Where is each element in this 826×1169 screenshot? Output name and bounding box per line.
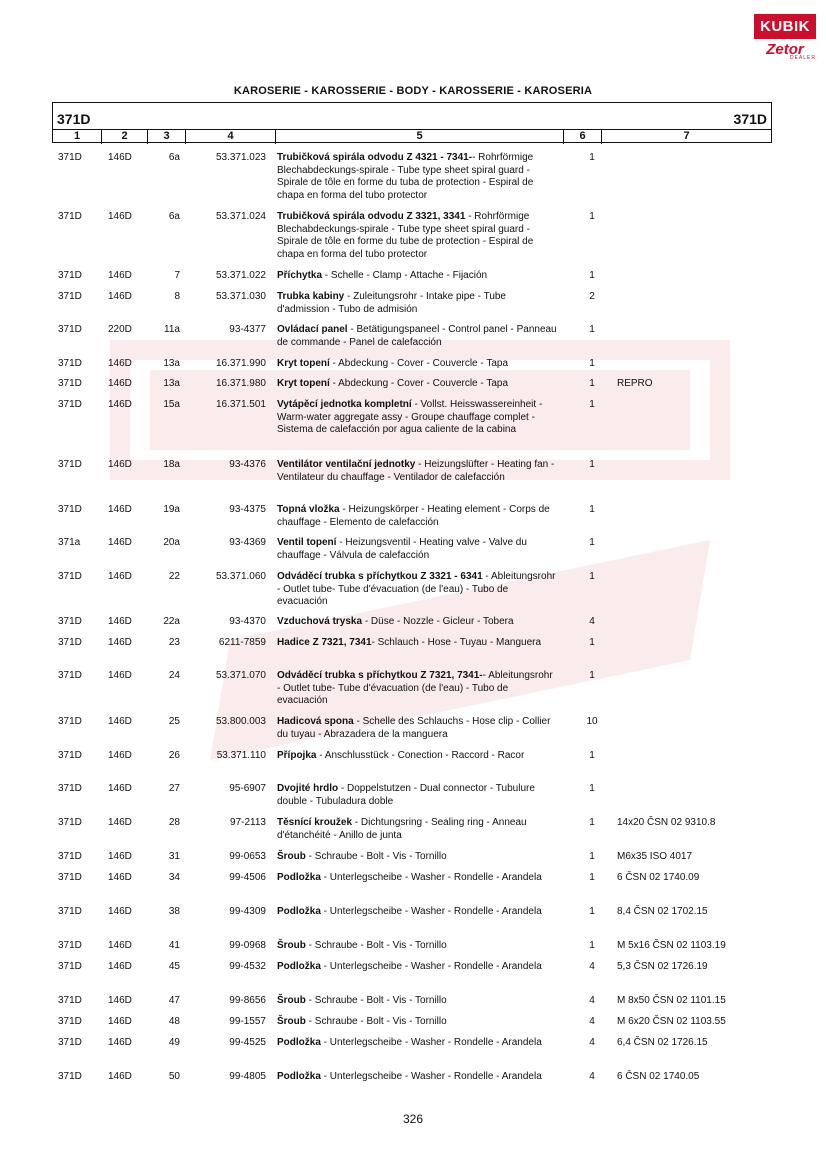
cell-description [277,716,557,741]
cell-quantity: 1 [589,504,595,515]
part-name: Trubka kabiny [277,291,345,302]
cell-subgroup: 146D [108,750,132,761]
cell-subgroup: 146D [108,211,132,222]
part-translations: - Heizungslüfter - Heating fan - Ventilateur du chauffage - Ventilador de calefacción [277,459,555,483]
cell-group: 371D [58,940,82,951]
cell-description [277,324,557,349]
cell-subgroup: 146D [108,399,132,410]
cell-position: 26 [168,750,180,761]
cell-description [277,1037,557,1050]
cell-group: 371D [58,716,82,727]
cell-subgroup: 146D [108,906,132,917]
cell-group: 371D [58,961,82,972]
cell-part-number: 99-4506 [229,872,266,883]
cell-position: 6a [168,152,180,163]
cell-position: 8 [174,291,180,302]
cell-quantity: 1 [589,851,595,862]
part-translations: - Unterlegscheibe - Washer - Rondelle - Arandela [320,1071,542,1082]
cell-part-number: 53.371.023 [215,152,266,163]
cell-description [277,961,557,974]
section-title: KAROSERIE - KAROSSERIE - BODY - KAROSSERIE - KAROSERIA [233,85,593,97]
page-number: 326 [402,1112,424,1126]
cell-quantity: 1 [589,571,595,582]
part-name: Ventil topení [277,537,337,548]
cell-note: 6,4 ČSN 02 1726.15 [617,1037,708,1048]
cell-description [277,571,557,609]
cell-description [277,152,557,202]
cell-description [277,851,557,864]
cell-subgroup: 146D [108,961,132,972]
cell-subgroup: 146D [108,817,132,828]
cell-description [277,378,557,391]
cell-quantity: 1 [589,211,595,222]
zetor-logo-text: Zetor [766,41,804,58]
cell-quantity: 1 [589,750,595,761]
cell-subgroup: 146D [108,291,132,302]
cell-position: 49 [168,1037,180,1048]
cell-description [277,995,557,1008]
cell-group: 371D [58,995,82,1006]
cell-position: 22a [163,616,180,627]
cell-quantity: 1 [589,378,595,389]
part-name: Přípojka [277,750,317,761]
part-name: Šroub [277,940,306,951]
cell-quantity: 1 [589,459,595,470]
cell-part-number: 99-8656 [229,995,266,1006]
cell-quantity: 1 [589,940,595,951]
cell-part-number: 16.371.980 [215,378,266,389]
part-name: Podložka [277,906,321,917]
cell-position: 13a [163,378,180,389]
part-name: Šroub [277,1016,306,1027]
cell-position: 19a [163,504,180,515]
cell-subgroup: 146D [108,716,132,727]
cell-group: 371D [58,358,82,369]
cell-position: 24 [168,670,180,681]
cell-subgroup: 146D [108,378,132,389]
cell-part-number: 93-4369 [229,537,266,548]
cell-part-number: 53.371.070 [215,670,266,681]
kubik-zetor-logo [754,14,816,66]
cell-subgroup: 146D [108,670,132,681]
cell-group: 371D [58,571,82,582]
cell-part-number: 93-4375 [229,504,266,515]
cell-group: 371D [58,504,82,515]
cell-part-number: 99-0653 [229,851,266,862]
cell-quantity: 1 [589,906,595,917]
cell-quantity: 1 [589,817,595,828]
cell-note: M 5x16 ČSN 02 1103.19 [617,940,726,951]
cell-subgroup: 146D [108,616,132,627]
part-translations: - Unterlegscheibe - Washer - Rondelle - Arandela [320,906,542,917]
cell-description [277,1016,557,1029]
cell-position: 38 [168,906,180,917]
cell-position: 7 [174,270,180,281]
cell-position: 27 [168,783,180,794]
cell-note: M 6x20 ČSN 02 1103.55 [617,1016,726,1027]
cell-group: 371D [58,211,82,222]
cell-group: 371D [58,783,82,794]
cell-quantity: 1 [589,637,595,648]
cell-group: 371D [58,324,82,335]
part-translations: - Unterlegscheibe - Washer - Rondelle - Arandela [320,872,542,883]
part-name: Kryt topení [277,358,330,369]
cell-position: 45 [168,961,180,972]
part-translations: - Schraube - Bolt - Vis - Tornillo [305,1016,447,1027]
cell-subgroup: 146D [108,872,132,883]
cell-subgroup: 146D [108,504,132,515]
cell-position: 6a [168,211,180,222]
cell-position: 22 [168,571,180,582]
cell-quantity: 1 [589,537,595,548]
part-translations: - Unterlegscheibe - Washer - Rondelle - Arandela [320,1037,542,1048]
cell-part-number: 99-4525 [229,1037,266,1048]
cell-description [277,459,557,484]
part-name: Odváděcí trubka s příchytkou Z 7321, 7341- [277,670,483,681]
cell-group: 371D [58,872,82,883]
cell-subgroup: 146D [108,459,132,470]
cell-subgroup: 146D [108,851,132,862]
cell-description [277,940,557,953]
cell-quantity: 2 [589,291,595,302]
cell-position: 25 [168,716,180,727]
cell-subgroup: 220D [108,324,132,335]
cell-subgroup: 146D [108,358,132,369]
cell-note: 14x20 ČSN 02 9310.8 [617,817,716,828]
cell-description [277,270,557,283]
group-code-left: 371D [57,111,91,127]
cell-quantity: 10 [586,716,598,727]
cell-subgroup: 146D [108,270,132,281]
cell-group: 371D [58,459,82,470]
cell-note: 8,4 ČSN 02 1702.15 [617,906,708,917]
cell-subgroup: 146D [108,1037,132,1048]
part-translations: - Abdeckung - Cover - Couvercle - Tapa [329,378,509,389]
cell-group: 371a [58,537,81,548]
cell-part-number: 16.371.990 [215,358,266,369]
cell-subgroup: 146D [108,152,132,163]
column-header-7: 7 [601,130,771,144]
cell-subgroup: 146D [108,571,132,582]
column-header-5: 5 [275,130,563,144]
kubik-logo-text: KUBIK [754,14,816,39]
part-name: Podložka [277,872,321,883]
cell-description [277,783,557,808]
cell-position: 48 [168,1016,180,1027]
part-name: Ovládací panel [277,324,348,335]
cell-group: 371D [58,378,82,389]
column-header-4: 4 [185,130,275,144]
cell-description [277,358,557,371]
cell-part-number: 95-6907 [229,783,266,794]
cell-quantity: 1 [589,783,595,794]
part-translations: - Schraube - Bolt - Vis - Tornillo [305,940,447,951]
cell-description [277,211,557,261]
cell-part-number: 53.371.024 [215,211,266,222]
cell-description [277,616,557,629]
cell-subgroup: 146D [108,1016,132,1027]
part-name: Podložka [277,1071,321,1082]
cell-description [277,399,557,437]
part-translations: - Vollst. Heisswassereinheit - Warm-water aggregate assy - Groupe chauffage complet - Sistema de calefacción por agua caliente de la cabina [277,399,543,435]
cell-group: 371D [58,670,82,681]
cell-quantity: 1 [589,152,595,163]
part-name: Trubičková spirála odvodu Z 3321, 3341 [277,211,466,222]
cell-group: 371D [58,1016,82,1027]
part-name: Podložka [277,1037,321,1048]
cell-quantity: 1 [589,670,595,681]
cell-subgroup: 146D [108,995,132,1006]
cell-group: 371D [58,906,82,917]
part-name: Vytápěcí jednotka kompletní [277,399,412,410]
cell-note: M 8x50 ČSN 02 1101.15 [617,995,726,1006]
part-name: Kryt topení [277,378,330,389]
part-translations: - Abdeckung - Cover - Couvercle - Tapa [329,358,509,369]
cell-note: REPRO [617,378,653,389]
part-translations: - Dichtungsring - Sealing ring - Anneau d'étanchéité - Anillo de junta [277,817,527,841]
cell-subgroup: 146D [108,537,132,548]
cell-position: 28 [168,817,180,828]
part-translations: - Rohrförmige Blechabdeckungs-spirale - Tube type sheet spiral guard - Spirale de tôle en forme du tuba de protection - Espiral de chapa en forma del tubo protector [277,152,534,201]
cell-description [277,872,557,885]
column-header-2: 2 [101,130,147,144]
cell-group: 371D [58,616,82,627]
part-translations: - Schelle - Clamp - Attache - Fijación [322,270,488,281]
cell-description [277,537,557,562]
cell-note: 6 ČSN 02 1740.09 [617,872,700,883]
part-translations: - Zuleitungsrohr - Intake pipe - Tube d'admission - Tubo de admisión [277,291,506,315]
part-name: Hadice Z 7321, 7341 [277,637,372,648]
cell-description [277,637,557,650]
column-header-row [53,129,771,144]
cell-part-number: 53.371.030 [215,291,266,302]
cell-part-number: 93-4370 [229,616,266,627]
part-translations: - Schlauch - Hose - Tuyau - Manguera [371,637,542,648]
cell-quantity: 1 [589,358,595,369]
cell-part-number: 93-4377 [229,324,266,335]
part-name: Trubičková spirála odvodu Z 4321 - 7341- [277,152,473,163]
part-name: Šroub [277,995,306,1006]
cell-position: 31 [168,851,180,862]
cell-description [277,504,557,529]
cell-part-number: 99-1557 [229,1016,266,1027]
cell-quantity: 1 [589,324,595,335]
cell-position: 41 [168,940,180,951]
part-translations: - Betätigungspaneel - Control panel - Panneau de commande - Panel de calefacción [277,324,557,348]
part-name: Topná vložka [277,504,340,515]
cell-position: 50 [168,1071,180,1082]
part-translations: - Unterlegscheibe - Washer - Rondelle - Arandela [320,961,542,972]
cell-quantity: 4 [589,616,595,627]
cell-group: 371D [58,152,82,163]
cell-position: 47 [168,995,180,1006]
cell-part-number: 53.371.060 [215,571,266,582]
part-name: Dvojité hrdlo [277,783,339,794]
cell-group: 371D [58,399,82,410]
cell-position: 20a [163,537,180,548]
cell-group: 371D [58,1071,82,1082]
cell-quantity: 4 [589,961,595,972]
part-translations: - Ableitungsrohr - Outlet tube- Tube d'évacuation (de l'eau) - Tubo de evacuación [277,571,556,607]
cell-group: 371D [58,851,82,862]
part-translations: - Schelle des Schlauchs - Hose clip - Collier du tuyau - Abrazadera de la manguera [277,716,551,740]
part-translations: - Anschlusstück - Conection - Raccord - Racor [316,750,525,761]
cell-description [277,670,557,708]
cell-group: 371D [58,1037,82,1048]
cell-part-number: 99-4532 [229,961,266,972]
dealer-logo-text: DEALER [789,55,816,61]
cell-part-number: 53.371.110 [216,750,266,761]
cell-part-number: 53.371.022 [215,270,266,281]
cell-position: 18a [163,459,180,470]
cell-part-number: 97-2113 [230,817,266,828]
column-header-3: 3 [147,130,185,144]
cell-part-number: 99-4805 [229,1071,266,1082]
cell-position: 13a [163,358,180,369]
cell-description [277,1071,557,1084]
cell-description [277,817,557,842]
table-header-box [52,102,772,143]
cell-subgroup: 146D [108,783,132,794]
cell-description [277,750,557,763]
cell-position: 11a [164,324,180,335]
cell-note: M6x35 ISO 4017 [617,851,693,862]
cell-position: 34 [168,872,180,883]
cell-part-number: 6211-7859 [218,637,266,648]
cell-part-number: 99-4309 [229,906,266,917]
part-name: Vzduchová tryska [277,616,363,627]
part-translations: - Rohrförmige Blechabdeckungs-spirale - Tube type sheet spiral guard - Spirale de tôle en forme du tube de protection - Espiral de chapa en forma del tubo protector [277,211,534,260]
part-translations: - Heizungsventil - Heating valve - Valve du chauffage - Válvula de calefacción [277,537,527,561]
cell-quantity: 1 [589,399,595,410]
part-name: Podložka [277,961,321,972]
cell-subgroup: 146D [108,637,132,648]
cell-quantity: 4 [589,1016,595,1027]
cell-part-number: 53.800.003 [215,716,266,727]
part-translations: - Schraube - Bolt - Vis - Tornillo [305,851,447,862]
cell-subgroup: 146D [108,940,132,951]
part-translations: - Heizungskörper - Heating element - Corps de chauffage - Elemento de calefacción [277,504,550,528]
column-header-1: 1 [73,130,81,142]
part-name: Hadicová spona [277,716,354,727]
cell-quantity: 4 [589,1037,595,1048]
cell-position: 23 [168,637,180,648]
part-translations: - Ableitungsrohr - Outlet tube- Tube d'évacuation (de l'eau) - Tubo de evacuación [277,670,553,706]
cell-part-number: 99-0968 [229,940,266,951]
cell-part-number: 16.371.501 [215,399,266,410]
cell-group: 371D [58,750,82,761]
cell-group: 371D [58,270,82,281]
cell-note: 6 ČSN 02 1740.05 [617,1071,700,1082]
group-code-right: 371D [733,111,767,127]
part-name: Odváděcí trubka s příchytkou Z 3321 - 6341 [277,571,483,582]
cell-quantity: 1 [589,872,595,883]
cell-description [277,906,557,919]
cell-quantity: 1 [589,270,595,281]
cell-description [277,291,557,316]
cell-position: 15a [163,399,180,410]
part-translations: - Doppelstutzen - Dual connector - Tubulure double - Tubuladura doble [277,783,535,807]
cell-subgroup: 146D [108,1071,132,1082]
part-name: Šroub [277,851,306,862]
part-name: Příchytka [277,270,323,281]
cell-quantity: 4 [589,1071,595,1082]
cell-group: 371D [58,817,82,828]
cell-note: 5,3 ČSN 02 1726.19 [617,961,708,972]
cell-quantity: 4 [589,995,595,1006]
part-name: Těsnící kroužek [277,817,353,828]
part-translations: - Düse - Nozzle - Gicleur - Tobera [362,616,514,627]
part-name: Ventilátor ventilační jednotky [277,459,416,470]
column-header-6: 6 [563,130,601,144]
cell-group: 371D [58,291,82,302]
cell-part-number: 93-4376 [229,459,266,470]
cell-group: 371D [58,637,82,648]
part-translations: - Schraube - Bolt - Vis - Tornillo [305,995,447,1006]
